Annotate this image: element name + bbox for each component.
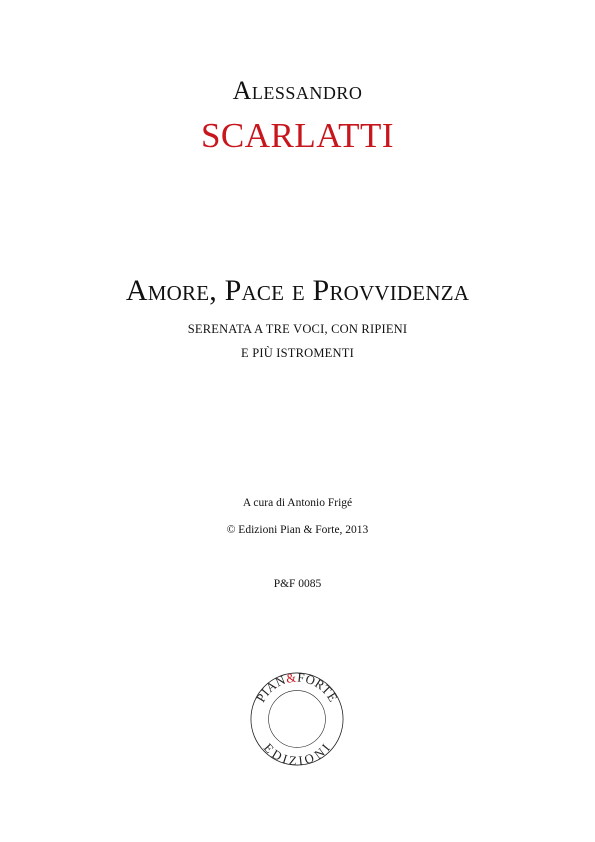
seal-bottom-text: EDIZIONI [260,740,334,768]
composer-last-name: SCARLATTI [200,116,395,155]
seal-svg [248,670,346,768]
publisher-seal-logo [248,670,346,768]
work-subtitle-line-2: E PIÙ ISTROMENTI [241,346,354,360]
catalog-number: P&F 0085 [273,578,322,590]
work-title: Amore, Pace e Provvidenza [125,274,470,307]
seal-top-text: PIAN&FORTE [253,670,341,705]
work-subtitle-line-1: SERENATA A TRE VOCI, CON RIPIENI [187,322,408,336]
editor-credit: A cura di Antonio Frigé [242,497,353,509]
composer-first-name: Alessandro [232,76,363,105]
seal-inner-ring [269,691,326,748]
copyright-notice: © Edizioni Pian & Forte, 2013 [226,524,369,536]
